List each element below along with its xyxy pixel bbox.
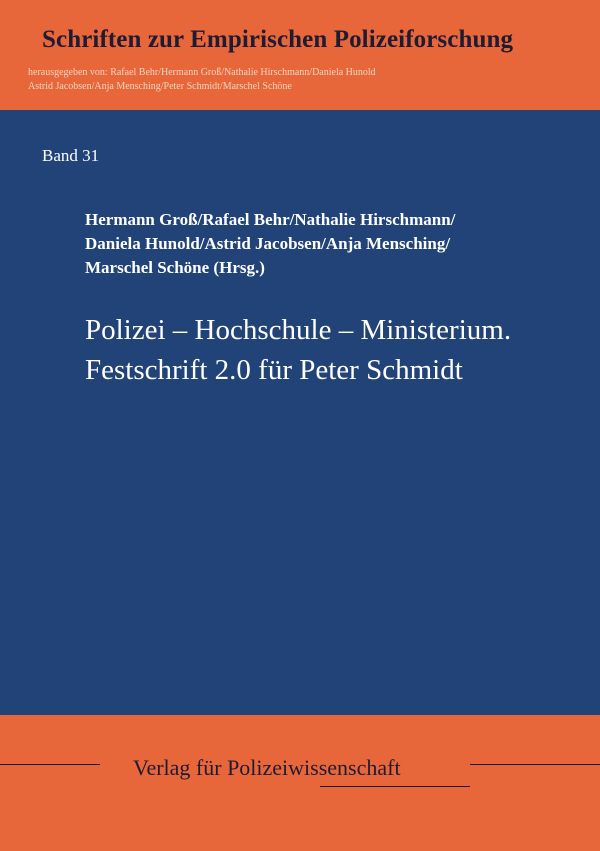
- book-title-line: Festschrift 2.0 für Peter Schmidt: [85, 354, 463, 386]
- publisher-name: Verlag für Polizeiwissenschaft: [133, 755, 401, 780]
- series-header-band: [0, 0, 600, 110]
- main-panel: [0, 110, 600, 715]
- authors-block: [85, 208, 455, 280]
- series-title: Schriften zur Empirischen Polizeiforschung: [42, 26, 514, 53]
- authors-line: Daniela Hunold/Astrid Jacobsen/Anja Mensching/: [85, 234, 451, 253]
- volume-number: Band 31: [42, 146, 100, 165]
- publisher-underline: [320, 786, 470, 787]
- series-editors-line-1: herausgegeben von: Rafael Behr/Hermann Groß/Nathalie Hirschmann/Daniela Hunold: [28, 67, 376, 78]
- publisher-rule-right: [470, 764, 600, 765]
- authors-line: Marschel Schöne (Hrsg.): [85, 258, 265, 277]
- publisher-rule-left: [0, 764, 100, 765]
- publisher-band: [0, 715, 600, 851]
- series-editors-line-2: Astrid Jacobsen/Anja Mensching/Peter Schmidt/Marschel Schöne: [28, 81, 292, 92]
- authors-line: Hermann Groß/Rafael Behr/Nathalie Hirschmann/: [85, 210, 456, 229]
- book-title: [85, 310, 511, 390]
- book-title-line: Polizei – Hochschule – Ministerium.: [85, 314, 512, 346]
